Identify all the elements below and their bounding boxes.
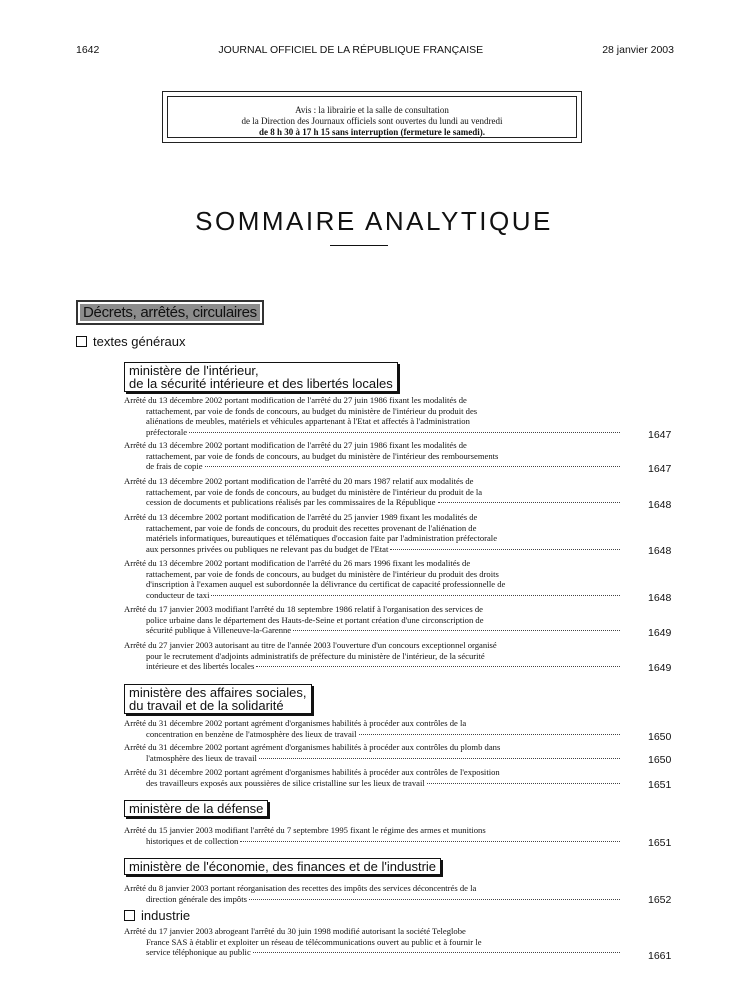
- notice-box: [162, 91, 582, 143]
- entry-last-line-text: conducteur de taxi: [146, 589, 210, 600]
- entry-line: rattachement, par voie de fonds de concours, au budget du ministère de l'intérieur du produit des droits: [146, 568, 499, 579]
- entry-line: [124, 544, 622, 555]
- entry-last-line-text: de frais de copie: [146, 461, 203, 472]
- subsection-industrie: [124, 908, 190, 923]
- page-reference: 1651: [648, 779, 672, 791]
- page-title: SOMMAIRE ANALYTIQUE: [195, 206, 553, 236]
- entry-line: [124, 778, 622, 789]
- ministry-name-line-2: du travail et de la solidarité: [129, 698, 284, 713]
- entry-last-line-text: des travailleurs exposés aux poussières de silice cristalline sur les lieux de travail: [146, 777, 425, 788]
- page-reference: 1648: [648, 592, 672, 604]
- entry-line: rattachement, par voie de fonds de concours, au budget du ministère de l'intérieur des remboursements: [146, 450, 499, 461]
- entry-line: Arrêté du 27 janvier 2003 autorisant au titre de l'année 2003 l'ouverture d'un concours exceptionnel organisé: [124, 640, 497, 650]
- section-heading-label: Décrets, arrêtés, circulaires: [80, 304, 260, 321]
- list-item: [124, 558, 622, 600]
- dot-leader: [249, 899, 620, 900]
- page-reference: 1648: [648, 499, 672, 511]
- notice-text: [167, 96, 577, 138]
- ministry-name-line-1: ministère de l'intérieur,: [129, 363, 259, 378]
- page-reference: 1650: [648, 731, 672, 743]
- entry-line: Arrêté du 17 janvier 2003 modifiant l'arrêté du 18 septembre 1986 relatif à l'organisation des services de: [124, 604, 483, 614]
- ministry-name-line-1: ministère des affaires sociales,: [129, 685, 307, 700]
- entry-last-line-text: sécurité publique à Villeneuve-la-Garenne: [146, 625, 292, 636]
- dot-leader: [205, 466, 620, 467]
- journal-title: JOURNAL OFFICIEL DE LA RÉPUBLIQUE FRANÇAISE: [218, 44, 484, 56]
- entry-line: [124, 729, 622, 740]
- ministry-defense: [124, 800, 268, 817]
- list-item: [124, 640, 622, 672]
- entry-line: Arrêté du 8 janvier 2003 portant réorganisation des recettes des impôts des services déconcentrés de la: [124, 883, 477, 893]
- issue-date: 28 janvier 2003: [602, 44, 674, 56]
- page-number: 1642: [76, 44, 100, 56]
- entry-last-line-text: intérieure et des libertés locales: [146, 661, 255, 672]
- running-header: [76, 44, 674, 56]
- entry-line: [124, 590, 622, 601]
- entry-line: Arrêté du 13 décembre 2002 portant modification de l'arrêté du 27 juin 1986 fixant les modalités de: [124, 395, 467, 405]
- entry-line: Arrêté du 13 décembre 2002 portant modification de l'arrêté du 25 janvier 1989 fixant les modalités de: [124, 512, 478, 522]
- entry-line: police urbaine dans le département des Hauts-de-Seine et portant création d'une circonscription de: [146, 614, 484, 625]
- list-item: [124, 767, 622, 788]
- dot-leader: [253, 952, 620, 953]
- page-reference: 1648: [648, 545, 672, 557]
- dot-leader: [211, 595, 620, 596]
- square-bullet-icon: [76, 336, 87, 347]
- page-reference: 1647: [648, 429, 672, 441]
- entry-line: [124, 947, 622, 958]
- dot-leader: [293, 630, 620, 631]
- dot-leader: [359, 734, 620, 735]
- list-item: [124, 440, 622, 472]
- ministry-affaires-sociales: [124, 684, 312, 714]
- ministry-name: ministère de la défense: [129, 801, 264, 816]
- entry-line: matériels informatiques, bureautiques et télématiques d'occasion faite par l'administration préfectorale: [146, 533, 498, 544]
- entry-line: Arrêté du 31 décembre 2002 portant agrément d'organismes habilités à procéder aux contrôles de la: [124, 718, 467, 728]
- list-item: [124, 742, 622, 763]
- square-bullet-icon: [124, 910, 135, 921]
- ministry-name: ministère de l'économie, des finances et de l'industrie: [129, 859, 437, 874]
- entry-last-line-text: préfectorale: [146, 426, 188, 437]
- page-reference: 1650: [648, 754, 672, 766]
- list-item: [124, 883, 622, 904]
- list-item: [124, 604, 622, 636]
- notice-line-2: de la Direction des Journaux officiels sont ouvertes du lundi au vendredi: [241, 116, 503, 126]
- dot-leader: [240, 841, 620, 842]
- dot-leader: [427, 783, 620, 784]
- entry-line: [124, 497, 622, 508]
- entry-line: Arrêté du 31 décembre 2002 portant agrément d'organismes habilités à procéder aux contrôles du plomb dans: [124, 742, 501, 752]
- notice-line-1: Avis : la librairie et la salle de consultation: [295, 105, 449, 115]
- list-item: [124, 512, 622, 554]
- subsection-textes-generaux: [76, 334, 186, 349]
- entry-line: Arrêté du 17 janvier 2003 abrogeant l'arrêté du 30 juin 1998 modifié autorisant la société Teleglobe: [124, 926, 466, 936]
- list-item: [124, 476, 622, 508]
- entry-line: [124, 661, 622, 672]
- list-item: [124, 825, 622, 846]
- entry-last-line-text: cession de documents et publications réalisés par les commissaires de la République: [146, 497, 436, 508]
- subsection-label: textes généraux: [93, 334, 186, 349]
- page-reference: 1649: [648, 662, 672, 674]
- dot-leader: [256, 666, 620, 667]
- entry-line: Arrêté du 13 décembre 2002 portant modification de l'arrêté du 20 mars 1987 relatif aux modalités de: [124, 476, 474, 486]
- entry-line: France SAS à établir et exploiter un réseau de télécommunications ouvert au public et à fournir le: [146, 936, 482, 947]
- subsection-label: industrie: [141, 908, 191, 923]
- dot-leader: [438, 502, 621, 503]
- entry-line: [124, 427, 622, 438]
- ministry-name-line-2: de la sécurité intérieure et des libertés locales: [129, 376, 393, 391]
- entry-last-line-text: historiques et de collection: [146, 835, 239, 846]
- entry-line: d'inscription à l'examen auquel est subordonnée la délivrance du certificat de capacité professionnelle de: [146, 579, 506, 590]
- ministry-interieur: [124, 362, 398, 392]
- list-item: [124, 926, 622, 958]
- entry-last-line-text: concentration en benzène de l'atmosphère des lieux de travail: [146, 728, 357, 739]
- dot-leader: [189, 432, 620, 433]
- ministry-economie: [124, 858, 441, 875]
- page-reference: 1647: [648, 463, 672, 475]
- entry-line: Arrêté du 15 janvier 2003 modifiant l'arrêté du 7 septembre 1995 fixant le régime des armes et munitions: [124, 825, 486, 835]
- dot-leader: [390, 549, 620, 550]
- entry-line: Arrêté du 13 décembre 2002 portant modification de l'arrêté du 27 juin 1986 fixant les modalités de: [124, 440, 467, 450]
- entry-last-line-text: direction générale des impôts: [146, 893, 247, 904]
- entry-line: Arrêté du 13 décembre 2002 portant modification de l'arrêté du 26 mars 1996 fixant les modalités de: [124, 558, 471, 568]
- notice-line-3: de 8 h 30 à 17 h 15 sans interruption (fermeture le samedi).: [258, 127, 486, 137]
- page-reference: 1652: [648, 894, 672, 906]
- entry-line: rattachement, par voie de fonds de concours, du produit des recettes provenant de l'aliénation de: [146, 522, 477, 533]
- list-item: [124, 395, 622, 437]
- page-reference: 1651: [648, 837, 672, 849]
- entry-line: [124, 894, 622, 905]
- entry-line: Arrêté du 31 décembre 2002 portant agrément d'organismes habilités à procéder aux contrôles de l'exposition: [124, 767, 500, 777]
- entry-line: aliénations de meubles, matériels et véhicules appartenant à l'Etat et affectés à l'administration: [146, 416, 470, 427]
- entry-line: [124, 753, 622, 764]
- title-divider: [330, 245, 388, 246]
- entry-line: [124, 625, 622, 636]
- list-item: [124, 718, 622, 739]
- entry-line: pour le recrutement d'adjoints administratifs de préfecture du ministère de l'intérieur, de la sécurité: [146, 650, 485, 661]
- entry-last-line-text: service téléphonique au public: [146, 947, 251, 958]
- entry-last-line-text: aux personnes privées ou publiques ne relevant pas du budget de l'Etat: [146, 543, 389, 554]
- entry-line: rattachement, par voie de fonds de concours, au budget du ministère de l'intérieur du produit de la: [146, 486, 483, 497]
- dot-leader: [259, 758, 620, 759]
- section-heading: [76, 300, 264, 325]
- entry-line: [124, 461, 622, 472]
- page-reference: 1661: [648, 950, 672, 962]
- entry-line: rattachement, par voie de fonds de concours, au budget du ministère de l'intérieur du produit des: [146, 405, 478, 416]
- entry-line: [124, 836, 622, 847]
- entry-last-line-text: l'atmosphère des lieux de travail: [146, 752, 257, 763]
- page-reference: 1649: [648, 627, 672, 639]
